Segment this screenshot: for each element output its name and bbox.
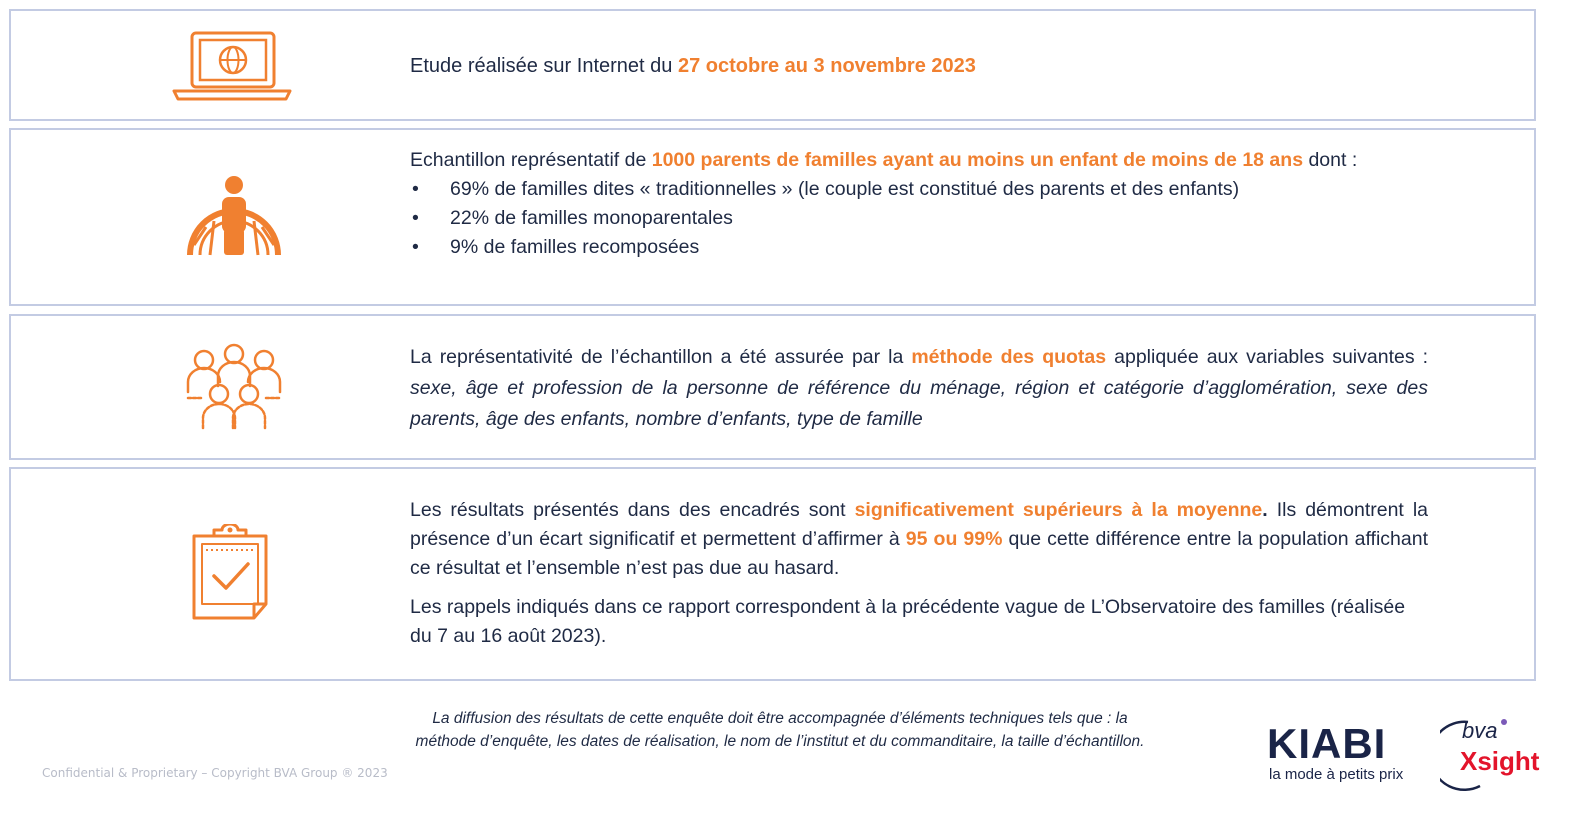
list-item: [410, 233, 1428, 262]
disclaimer: [340, 707, 1220, 753]
quotas-variables: sexe, âge et profession de la personne de référence du ménage, région et catégorie d’agglomération, sexe des parents, âge des enfants, nombre d’enfants, type de famille: [410, 377, 1428, 430]
person-globe-icon: [186, 175, 282, 264]
laptop-globe-icon: [170, 30, 294, 107]
results-paragraph-1: [410, 496, 1428, 583]
results-intro: Les résultats présentés dans des encadrés sont: [410, 499, 855, 521]
bullet: •: [412, 178, 419, 200]
sample-suffix: dont :: [1303, 149, 1358, 171]
clipboard-check-icon: [190, 524, 270, 625]
list-item-text: 69% de familles dites « traditionnelles » (le couple est constitué des parents et des enfants): [450, 178, 1240, 200]
kiabi-wordmark: KIABI: [1267, 720, 1387, 767]
bullet: •: [412, 236, 419, 258]
results-end: que cette différence entre la population affichant ce résultat et l’ensemble n’est pas due au hasard.: [410, 528, 1428, 579]
results-paragraph-2: Les rappels indiqués dans ce rapport correspondent à la précédente vague de L’Observatoire des familles (réalisée du 7 au 16 août 2023).: [410, 596, 1406, 647]
copyright-footer: Confidential & Proprietary – Copyright BVA Group ® 2023: [42, 766, 388, 780]
results-dot: .: [1262, 499, 1268, 521]
list-item: [410, 175, 1428, 204]
disclaimer-line-1: La diffusion des résultats de cette enquête doit être accompagnée d’éléments techniques tels que : la: [432, 710, 1128, 727]
quotas-intro: La représentativité de l’échantillon a été assurée par la: [410, 346, 912, 368]
sample-highlight: 1000 parents de familles ayant au moins un enfant de moins de 18 ans: [651, 149, 1304, 171]
quotas-middle: appliquée aux variables suivantes :: [1106, 346, 1428, 368]
sample-intro: [410, 146, 1428, 175]
bullet: •: [412, 207, 419, 229]
group-people-icon: [184, 342, 284, 437]
kiabi-logo: [1267, 722, 1427, 784]
quotas-text: [410, 342, 1428, 435]
study-label: Etude réalisée sur Internet du: [410, 55, 678, 77]
results-text: [410, 496, 1428, 651]
bva-logo-top: bva: [1462, 718, 1498, 743]
results-percent: 95 ou 99%: [905, 528, 1003, 550]
kiabi-tagline: la mode à petits prix: [1269, 766, 1404, 783]
bva-xsight-logo: [1440, 712, 1560, 792]
sample-text: [410, 146, 1428, 262]
study-text: [410, 52, 1428, 81]
list-item-text: 9% de familles recomposées: [450, 236, 700, 258]
results-highlight: significativement supérieurs à la moyenne: [854, 499, 1263, 521]
sample-list: [410, 175, 1428, 262]
sample-intro-label: Echantillon représentatif de: [410, 149, 652, 171]
results-middle: Ils démontrent la présence d’un écart significatif et permettent d’affirmer à: [410, 499, 1429, 550]
quotas-highlight: méthode des quotas: [911, 346, 1107, 368]
bva-logo-bottom: Xsight: [1460, 746, 1540, 776]
list-item: [410, 204, 1428, 233]
disclaimer-line-2: méthode d’enquête, les dates de réalisation, le nom de l’institut et du commanditaire, la taille d’échantillon.: [415, 733, 1145, 750]
list-item-text: 22% de familles monoparentales: [450, 207, 733, 229]
study-dates: 27 octobre au 3 novembre 2023: [677, 55, 976, 77]
